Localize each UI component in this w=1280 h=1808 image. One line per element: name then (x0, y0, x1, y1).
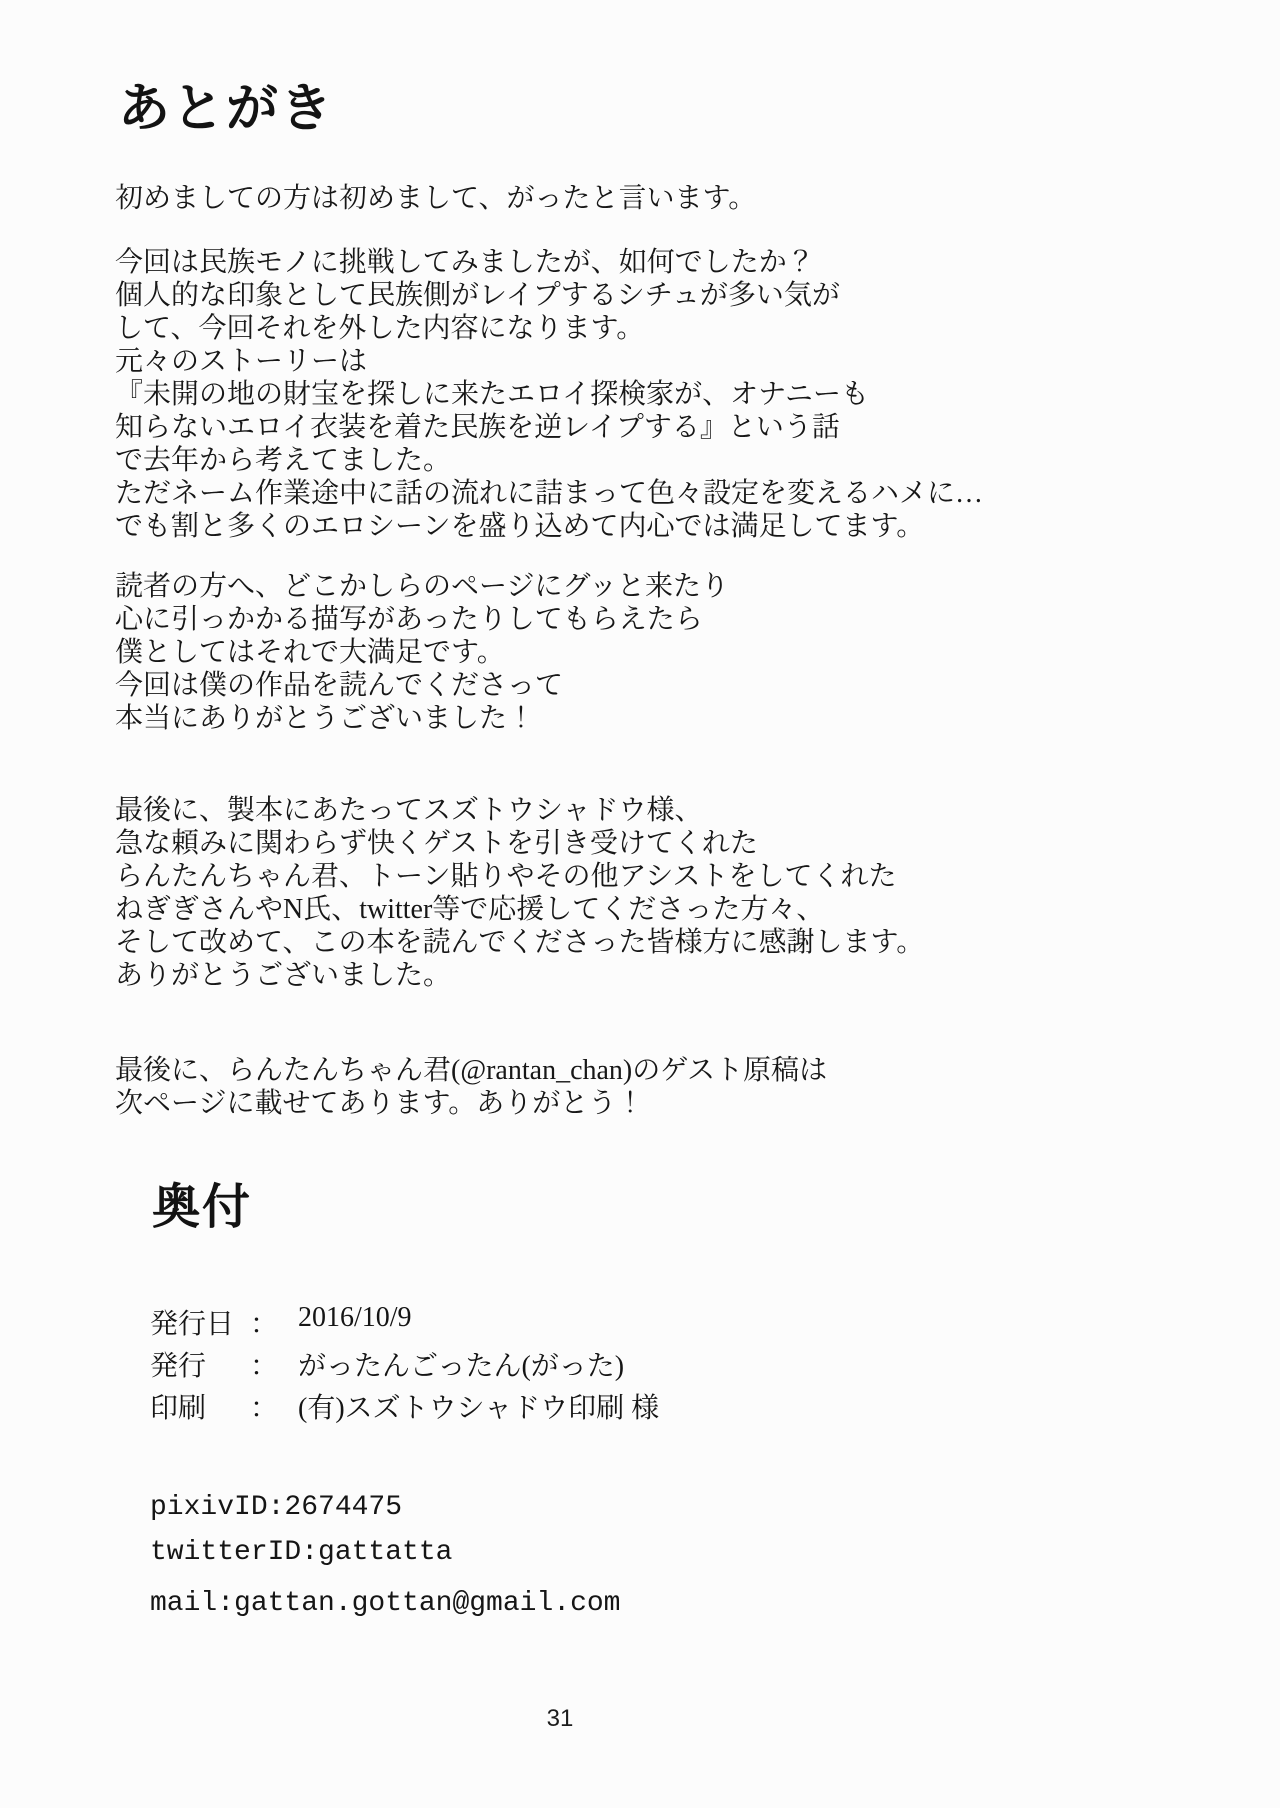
colophon-separator: ： (250, 1309, 279, 1340)
page-number: 31 (546, 1705, 574, 1732)
colophon-label: 発行 (150, 1351, 207, 1382)
text-line: 知らないエロイ衣装を着た民族を逆レイプする』という話 (115, 412, 840, 443)
text-line: 本当にありがとうございました！ (115, 703, 536, 734)
colophon-value: がったんごったん(がった) (298, 1351, 625, 1382)
colophon-separator: ： (250, 1351, 279, 1382)
text-line: 元々のストーリーは (115, 346, 368, 377)
text-line: 最後に、製本にあたってスズトウシャドウ様、 (115, 795, 703, 826)
colophon-row-publication-date (150, 1302, 659, 1344)
paragraph-story-notes (115, 246, 983, 543)
text-line: 最後に、らんたんちゃん君(@rantan_chan)のゲスト原稿は (115, 1055, 828, 1086)
afterword-title: あとがき (118, 80, 335, 138)
text-line: 急な頼みに関わらず快くゲストを引き受けてくれた (115, 828, 758, 859)
text-line: そして改めて、この本を読んでくださった皆様方に感謝します。 (115, 927, 925, 958)
text-line: 心に引っかかる描写があったりしてもらえたら (115, 604, 703, 635)
text-line: 今回は僕の作品を読んでくださって (115, 670, 564, 701)
text-line: で去年から考えてました。 (115, 445, 452, 476)
colophon-row-publisher (150, 1344, 659, 1386)
text-line: 次ページに載せてあります。ありがとう！ (115, 1088, 645, 1119)
text-line: ただネーム作業途中に話の流れに詰まって色々設定を変えるハメに… (115, 478, 984, 509)
paragraph-greeting (115, 182, 756, 215)
mail-address: mail:gattan.gottan@gmail.com (150, 1588, 621, 1619)
colophon-title: 奥付 (152, 1181, 253, 1234)
twitter-id: twitterID:gattatta (150, 1537, 453, 1568)
colophon-row-printer (150, 1386, 659, 1428)
paragraph-to-readers (115, 570, 729, 735)
text-line: 『未開の地の財宝を探しに来たエロイ探検家が、オナニーも (115, 379, 870, 410)
text-line: 今回は民族モノに挑戦してみましたが、如何でしたか？ (115, 247, 815, 278)
text-line: ありがとうございました。 (115, 960, 452, 991)
text-line: 僕としてはそれで大満足です。 (115, 637, 505, 668)
text-line: して、今回それを外した内容になります。 (115, 313, 645, 344)
text-line: 個人的な印象として民族側がレイプするシチュが多い気が (115, 280, 840, 311)
text-line: ねぎぎさんやN氏、twitter等で応援してくださった方々、 (115, 894, 825, 925)
text-line: 読者の方へ、どこかしらのページにグッと来たり (115, 571, 730, 602)
contact-id-lines (150, 1492, 620, 1633)
colophon-value: (有)スズトウシャドウ印刷 様 (298, 1393, 660, 1424)
paragraph-thanks (115, 794, 924, 992)
paragraph-guest-note (115, 1054, 827, 1120)
text-line: らんたんちゃん君、トーン貼りやその他アシストをしてくれた (115, 861, 897, 892)
colophon-rows (150, 1302, 659, 1428)
pixiv-id: pixivID:2674475 (150, 1492, 403, 1523)
colophon-value: 2016/10/9 (298, 1302, 412, 1333)
colophon-separator: ： (250, 1393, 279, 1424)
text-line: 初めましての方は初めまして、がったと言います。 (115, 183, 757, 214)
colophon-label: 発行日 (150, 1309, 235, 1340)
colophon-label: 印刷 (150, 1393, 207, 1424)
text-line: でも割と多くのエロシーンを盛り込めて内心では満足してます。 (115, 511, 925, 542)
